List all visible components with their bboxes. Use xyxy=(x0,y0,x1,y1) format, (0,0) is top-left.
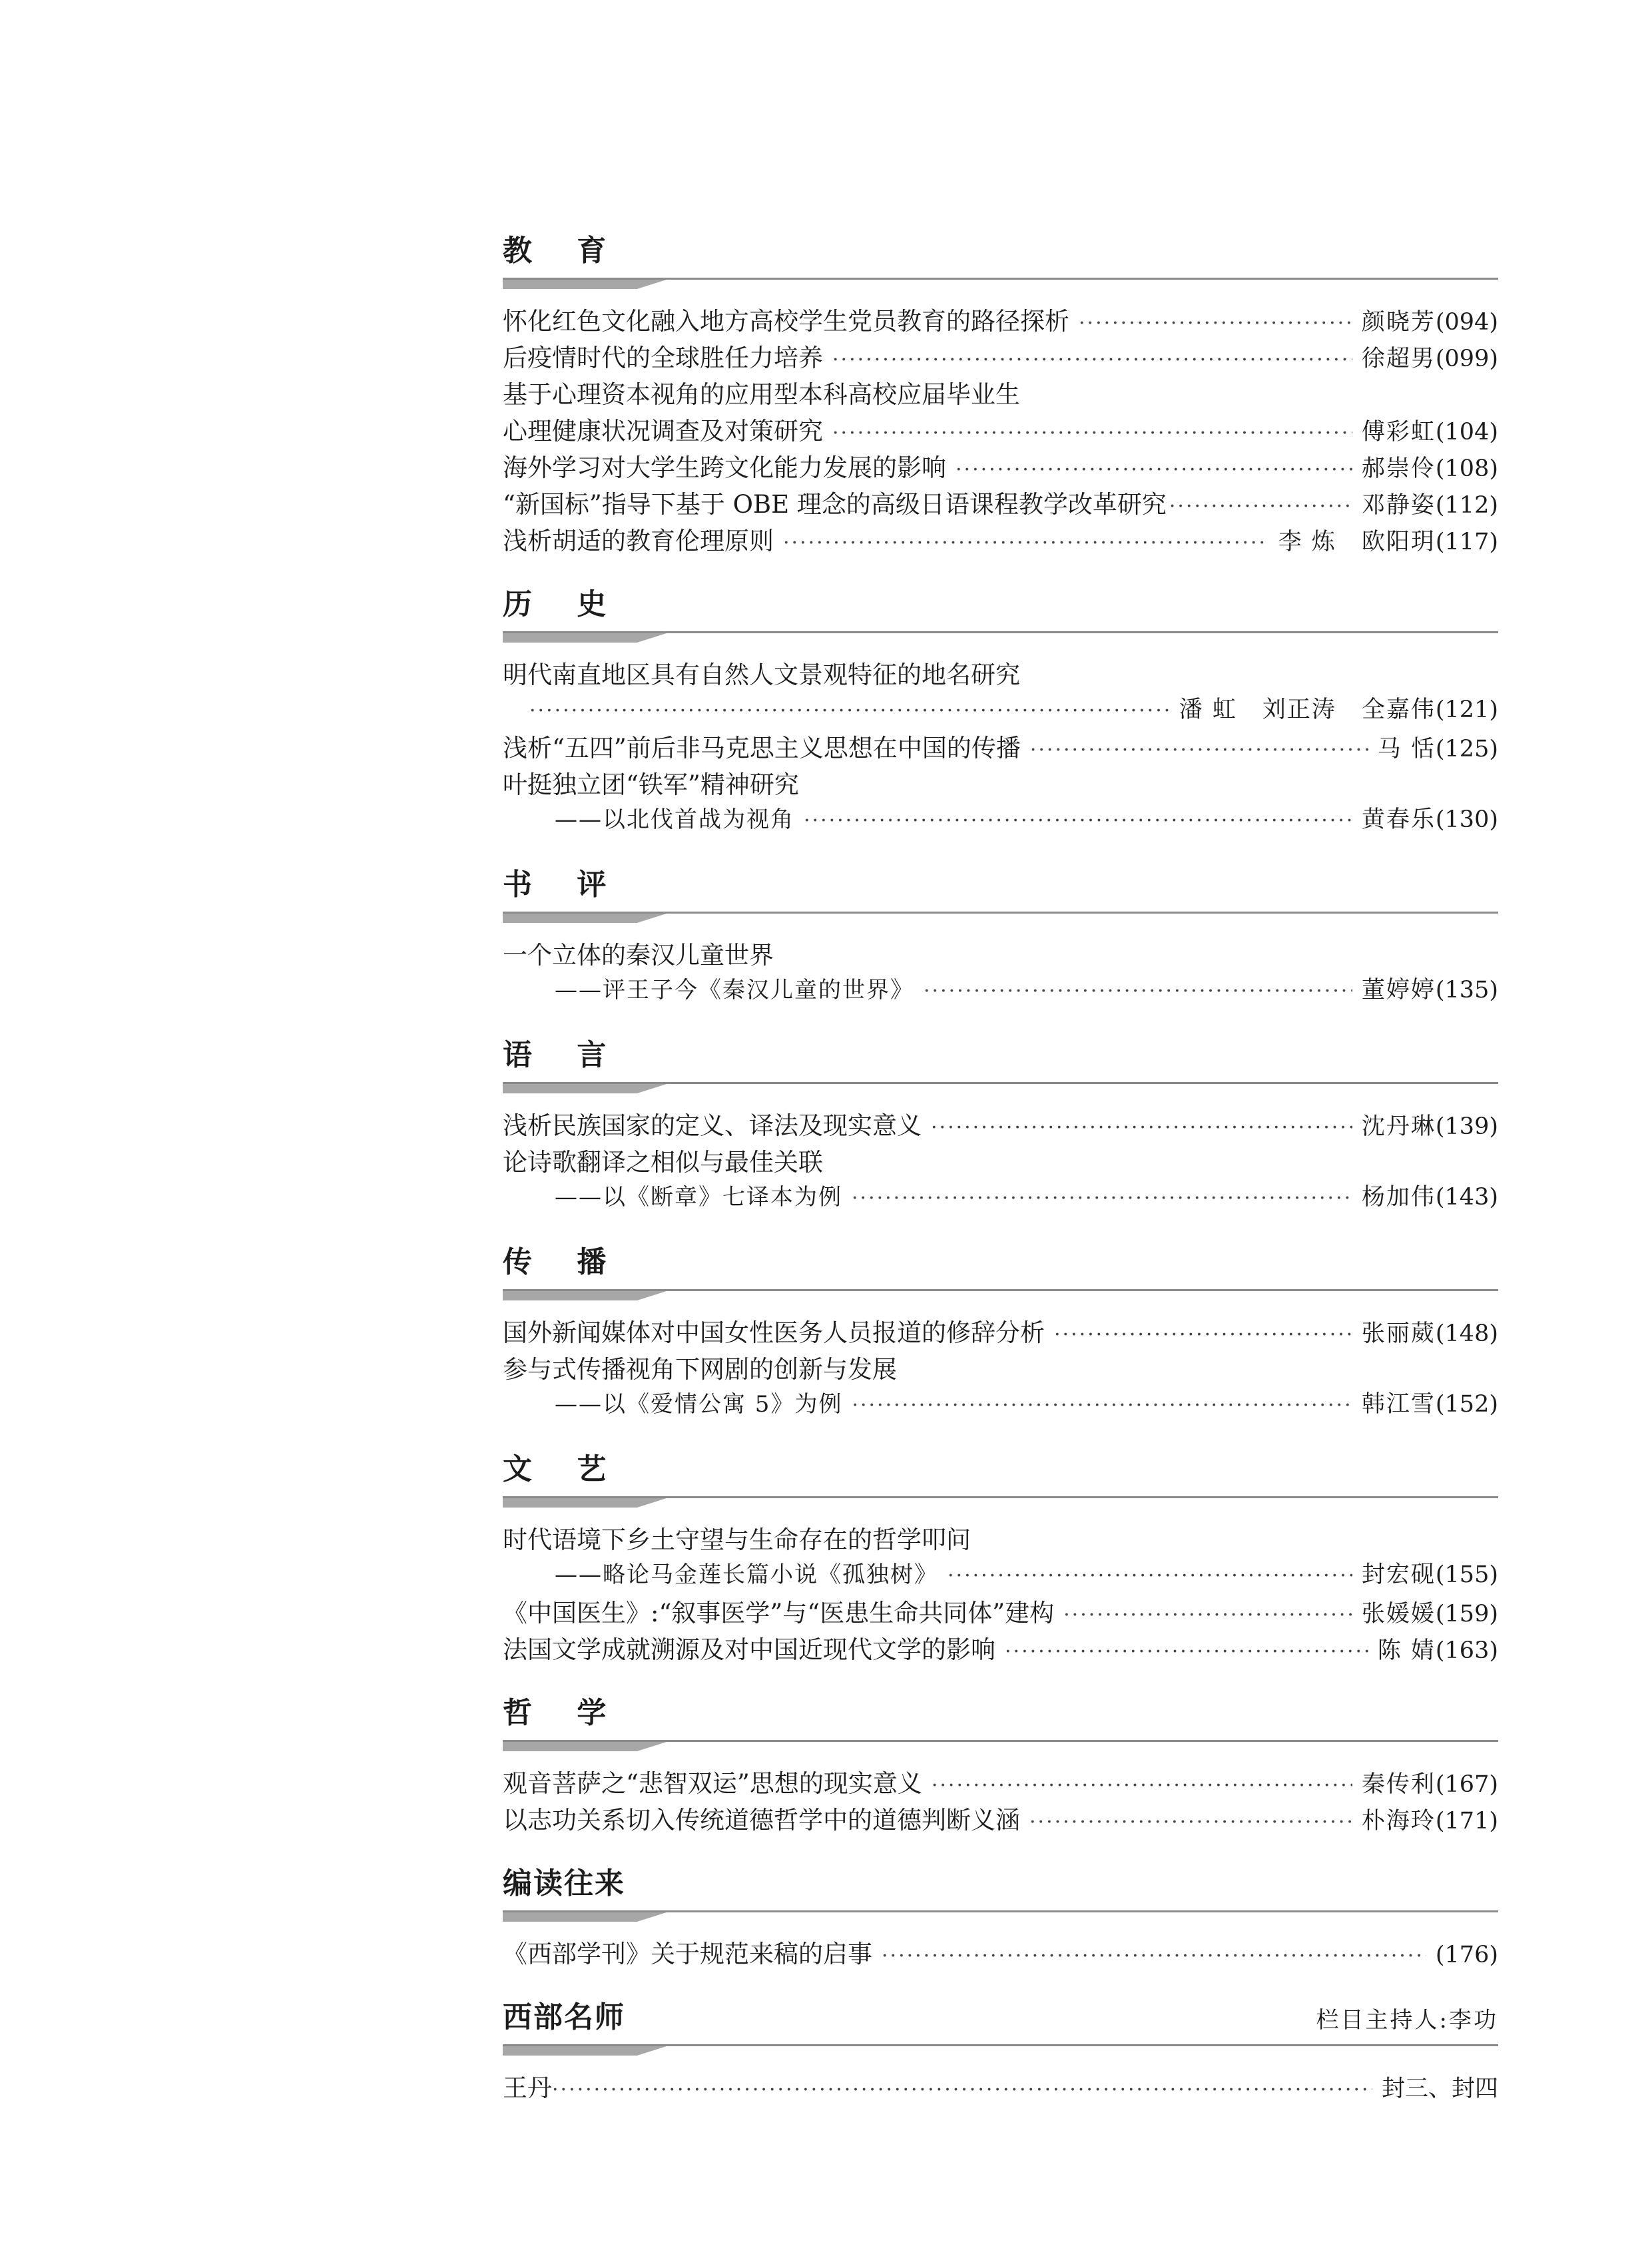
section-header xyxy=(503,1438,1498,1494)
entry-subtitle: ——以北伐首战为视角 xyxy=(555,806,794,833)
entry-author: 徐超男 xyxy=(1361,346,1436,372)
section-divider xyxy=(503,2042,1498,2057)
dot-leader xyxy=(852,1187,1352,1210)
entry-title: 基于心理资本视角的应用型本科高校应届毕业生 xyxy=(503,380,1020,409)
section-divider xyxy=(503,1287,1498,1302)
section-divider xyxy=(503,629,1498,644)
dot-leader xyxy=(1079,312,1352,335)
entry-title: 参与式传播视角下网剧的创新与发展 xyxy=(503,1355,897,1384)
entry-author: 陈 婧 xyxy=(1377,1637,1436,1664)
entry-page: (125) xyxy=(1435,736,1498,762)
entry-page: (148) xyxy=(1435,1320,1498,1347)
entry-author: 韩江雪 xyxy=(1361,1391,1436,1418)
toc-entry[interactable] xyxy=(503,1520,1498,1593)
toc-entry[interactable] xyxy=(503,1800,1498,1836)
entry-author: 董婷婷 xyxy=(1361,977,1436,1003)
table-of-contents xyxy=(503,220,1498,2104)
section-divider xyxy=(503,276,1498,290)
section-history xyxy=(503,573,1498,838)
entry-title: 浅析“五四”前后非马克思主义思想在中国的传播 xyxy=(503,734,1021,762)
entry-page: (135) xyxy=(1435,977,1498,1003)
dot-leader xyxy=(1005,1640,1368,1663)
entry-title: 海外学习对大学生跨文化能力发展的影响 xyxy=(503,453,946,482)
section-communication xyxy=(503,1231,1498,1422)
section-header xyxy=(503,1682,1498,1738)
toc-entry[interactable] xyxy=(503,338,1498,374)
entry-page: (104) xyxy=(1435,419,1498,445)
entry-author: 郝崇伶 xyxy=(1361,455,1436,482)
dot-leader xyxy=(882,1944,1426,1968)
dot-leader xyxy=(832,421,1352,445)
entry-title: 《中国医生》:“叙事医学”与“医患生命共同体”建构 xyxy=(503,1599,1055,1627)
toc-entry[interactable] xyxy=(503,1105,1498,1142)
dot-leader xyxy=(956,458,1352,481)
section-philosophy xyxy=(503,1682,1498,1836)
entry-page: (094) xyxy=(1435,309,1498,336)
entry-title: 浅析胡适的教育伦理原则 xyxy=(503,527,774,555)
entry-subtitle: ——以《断章》七译本为例 xyxy=(555,1184,842,1211)
entry-title: 叶挺独立团“铁军”精神研究 xyxy=(503,770,799,799)
entry-page: (163) xyxy=(1435,1637,1498,1664)
section-title: 历 史 xyxy=(503,587,624,621)
section-western-teachers xyxy=(503,1986,1498,2104)
section-title: 语 言 xyxy=(503,1038,624,1072)
toc-entry[interactable] xyxy=(503,1349,1498,1422)
dot-leader xyxy=(1054,1323,1352,1346)
dot-leader xyxy=(1030,738,1368,762)
entry-author: 邓静姿 xyxy=(1361,492,1436,519)
dot-leader xyxy=(552,2078,1372,2102)
dot-leader xyxy=(924,980,1352,1003)
dot-leader xyxy=(1029,1811,1352,1834)
entry-page: (176) xyxy=(1435,1942,1498,1968)
section-divider xyxy=(503,1908,1498,1923)
section-title: 西部名师 xyxy=(503,2000,625,2034)
section-title: 传 播 xyxy=(503,1245,624,1279)
dot-leader xyxy=(783,531,1269,555)
toc-entry[interactable] xyxy=(503,374,1498,447)
section-header xyxy=(503,1024,1498,1080)
toc-entry[interactable] xyxy=(503,447,1498,484)
entry-author: 李 炼 xyxy=(1278,529,1336,555)
entry-subtitle: ——以《爱情公寓 5》为例 xyxy=(555,1391,843,1418)
toc-entry[interactable] xyxy=(503,1934,1498,1970)
entry-title: 时代语境下乡土守望与生命存在的哲学叩问 xyxy=(503,1526,971,1554)
entry-title: 法国文学成就溯源及对中国近现代文学的影响 xyxy=(503,1635,995,1664)
section-header xyxy=(503,854,1498,910)
toc-entry[interactable] xyxy=(503,728,1498,764)
section-divider xyxy=(503,1738,1498,1753)
entry-title: 明代南直地区具有自然人文景观特征的地名研究 xyxy=(503,661,1020,689)
section-header xyxy=(503,1231,1498,1287)
toc-entry[interactable] xyxy=(503,2068,1498,2104)
entry-page: (143) xyxy=(1435,1184,1498,1211)
entry-title: 《西部学刊》关于规范来稿的启事 xyxy=(503,1940,872,1968)
dot-leader xyxy=(932,1774,1352,1797)
toc-entry[interactable] xyxy=(503,1629,1498,1666)
dot-leader xyxy=(1169,495,1352,518)
entry-author: 刘正涛 xyxy=(1262,697,1336,723)
entry-title: 观音菩萨之“悲智双运”思想的现实意义 xyxy=(503,1769,922,1798)
entry-author: 全嘉伟 xyxy=(1361,697,1436,723)
column-host-label: 栏目主持人:李功 xyxy=(1316,2007,1498,2034)
entry-author: 封宏砚 xyxy=(1361,1561,1436,1588)
entry-author: 杨加伟 xyxy=(1361,1184,1436,1211)
entry-title: 以志功关系切入传统道德哲学中的道德判断义涵 xyxy=(503,1806,1020,1834)
entry-page: (121) xyxy=(1435,697,1498,723)
entry-title: 浅析民族国家的定义、译法及现实意义 xyxy=(503,1111,922,1140)
toc-entry[interactable] xyxy=(503,1312,1498,1349)
entry-author: 傅彩虹 xyxy=(1361,419,1436,445)
toc-entry[interactable] xyxy=(503,655,1498,728)
toc-entry[interactable] xyxy=(503,1142,1498,1215)
entry-page: (117) xyxy=(1435,529,1498,555)
section-header xyxy=(503,1986,1498,2042)
entry-page: (155) xyxy=(1435,1561,1498,1588)
entry-title: 后疫情时代的全球胜任力培养 xyxy=(503,344,823,372)
entry-page: 封三、封四 xyxy=(1381,2076,1498,2102)
section-title: 教 育 xyxy=(503,234,624,268)
entry-author: 朴海玲 xyxy=(1361,1808,1436,1834)
dot-leader xyxy=(931,1116,1352,1139)
entry-page: (108) xyxy=(1435,455,1498,482)
entry-title: 怀化红色文化融入地方高校学生党员教育的路径探析 xyxy=(503,307,1069,336)
section-title: 文 艺 xyxy=(503,1452,624,1486)
entry-title: 一个立体的秦汉儿童世界 xyxy=(503,941,774,970)
dot-leader xyxy=(852,1394,1352,1417)
section-divider xyxy=(503,1494,1498,1509)
entry-author: 欧阳玥 xyxy=(1361,529,1436,555)
section-title: 编读往来 xyxy=(503,1866,625,1900)
entry-title-continued: 心理健康状况调查及对策研究 xyxy=(503,417,823,445)
entry-page: (152) xyxy=(1435,1391,1498,1418)
entry-page: (159) xyxy=(1435,1601,1498,1627)
entry-page: (167) xyxy=(1435,1771,1498,1798)
dot-leader xyxy=(1063,1603,1352,1627)
toc-entry[interactable] xyxy=(503,484,1498,521)
section-header xyxy=(503,573,1498,629)
entry-subtitle: ——评王子今《秦汉儿童的世界》 xyxy=(555,977,914,1003)
entry-author: 秦传利 xyxy=(1361,1771,1436,1798)
dot-leader xyxy=(832,348,1352,372)
section-language xyxy=(503,1024,1498,1215)
toc-entry[interactable] xyxy=(503,521,1498,557)
section-reader-letters xyxy=(503,1852,1498,1970)
toc-entry[interactable] xyxy=(503,1763,1498,1800)
entry-author: 颜晓芳 xyxy=(1361,309,1436,336)
section-title: 哲 学 xyxy=(503,1696,624,1730)
entry-page: (099) xyxy=(1435,346,1498,372)
toc-entry[interactable] xyxy=(503,1593,1498,1629)
entry-page: (130) xyxy=(1435,806,1498,833)
section-divider xyxy=(503,1080,1498,1095)
entry-author: 潘 虹 xyxy=(1179,697,1237,723)
entry-author: 张媛媛 xyxy=(1361,1601,1436,1627)
section-literature-art xyxy=(503,1438,1498,1666)
section-divider xyxy=(503,910,1498,924)
toc-entry[interactable] xyxy=(503,935,1498,1008)
entry-author: 张丽葳 xyxy=(1361,1320,1436,1347)
dot-leader xyxy=(804,809,1352,832)
entry-subtitle: ——略论马金莲长篇小说《孤独树》 xyxy=(555,1561,938,1588)
entry-title: 国外新闻媒体对中国女性医务人员报道的修辞分析 xyxy=(503,1318,1045,1347)
entry-page: (112) xyxy=(1435,492,1498,519)
entry-title: 王丹 xyxy=(503,2074,552,2102)
dot-leader xyxy=(529,699,1170,722)
entry-page: (139) xyxy=(1435,1113,1498,1140)
section-title: 书 评 xyxy=(503,868,624,902)
toc-entry[interactable] xyxy=(503,301,1498,338)
dot-leader xyxy=(948,1564,1352,1587)
entry-author: 马 恬 xyxy=(1377,736,1436,762)
entry-author: 沈丹琳 xyxy=(1361,1113,1436,1140)
section-book-review xyxy=(503,854,1498,1008)
entry-author: 黄春乐 xyxy=(1361,806,1436,833)
section-education xyxy=(503,220,1498,557)
section-header xyxy=(503,1852,1498,1908)
toc-entry[interactable] xyxy=(503,764,1498,838)
section-header xyxy=(503,220,1498,276)
entry-page: (171) xyxy=(1435,1808,1498,1834)
entry-title: “新国标”指导下基于 OBE 理念的高级日语课程教学改革研究 xyxy=(503,490,1167,519)
entry-title: 论诗歌翻译之相似与最佳关联 xyxy=(503,1148,823,1177)
